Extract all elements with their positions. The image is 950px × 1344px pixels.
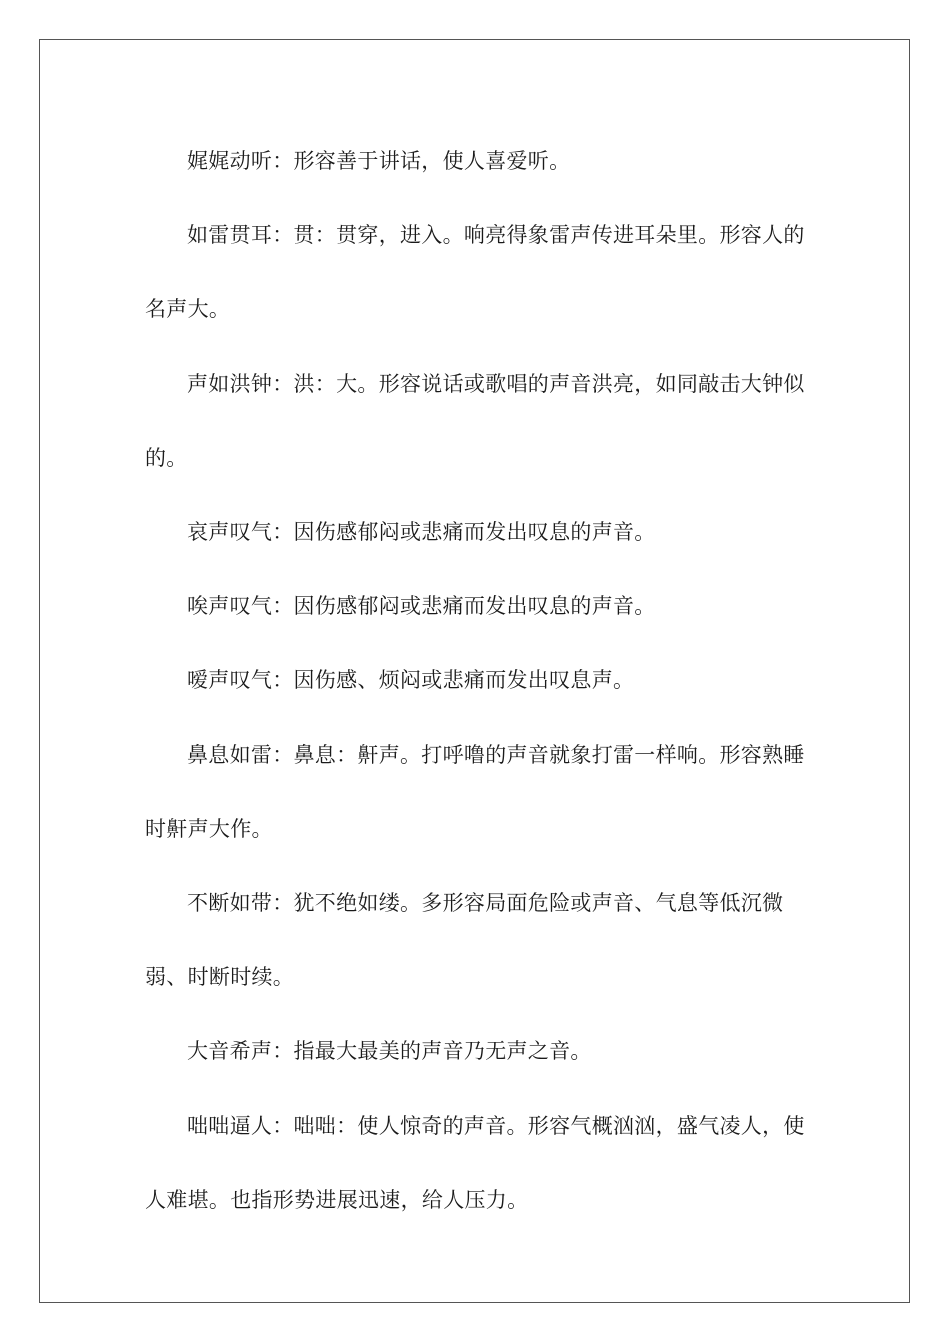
paragraph-shengru-hongzhong: 声如洪钟：洪：大。形容说话或歌唱的声音洪亮，如同敲击大钟似的。 [145,371,805,470]
paragraph-weiwei-dongting: 娓娓动听：形容善于讲话，使人喜爱听。 [187,149,571,173]
paragraph-aisheng-tanqi: 哀声叹气：因伤感郁闷或悲痛而发出叹息的声音。 [187,520,656,545]
paragraph-rulei-guaner: 如雷贯耳：贯：贯穿，进入。响亮得象雷声传进耳朵里。形容人的名声大。 [145,223,805,322]
paragraph-aisheng-tanqi-2: 唉声叹气：因伤感郁闷或悲痛而发出叹息的声音。 [187,594,656,619]
paragraph-buduan-rudai: 不断如带：犹不绝如缕。多形容局面危险或声音、气息等低沉微弱、时断时续。 [145,891,784,990]
paragraph-aisheng-tanqi-3: 嗳声叹气：因伤感、烦闷或悲痛而发出叹息声。 [187,668,635,693]
paragraph-dayin-xisheng: 大音希声：指最大最美的声音乃无声之音。 [187,1039,592,1064]
paragraph-bixi-rulei: 鼻息如雷：鼻息：鼾声。打呼噜的声音就象打雷一样响。形容熟睡时鼾声大作。 [145,742,805,841]
document-body [145,124,810,1237]
paragraph-duoduo-biren: 咄咄逼人：咄咄：使人惊奇的声音。形容气概汹汹，盛气凌人，使人难堪。也指形势进展迅速，给人压力。 [145,1113,805,1212]
